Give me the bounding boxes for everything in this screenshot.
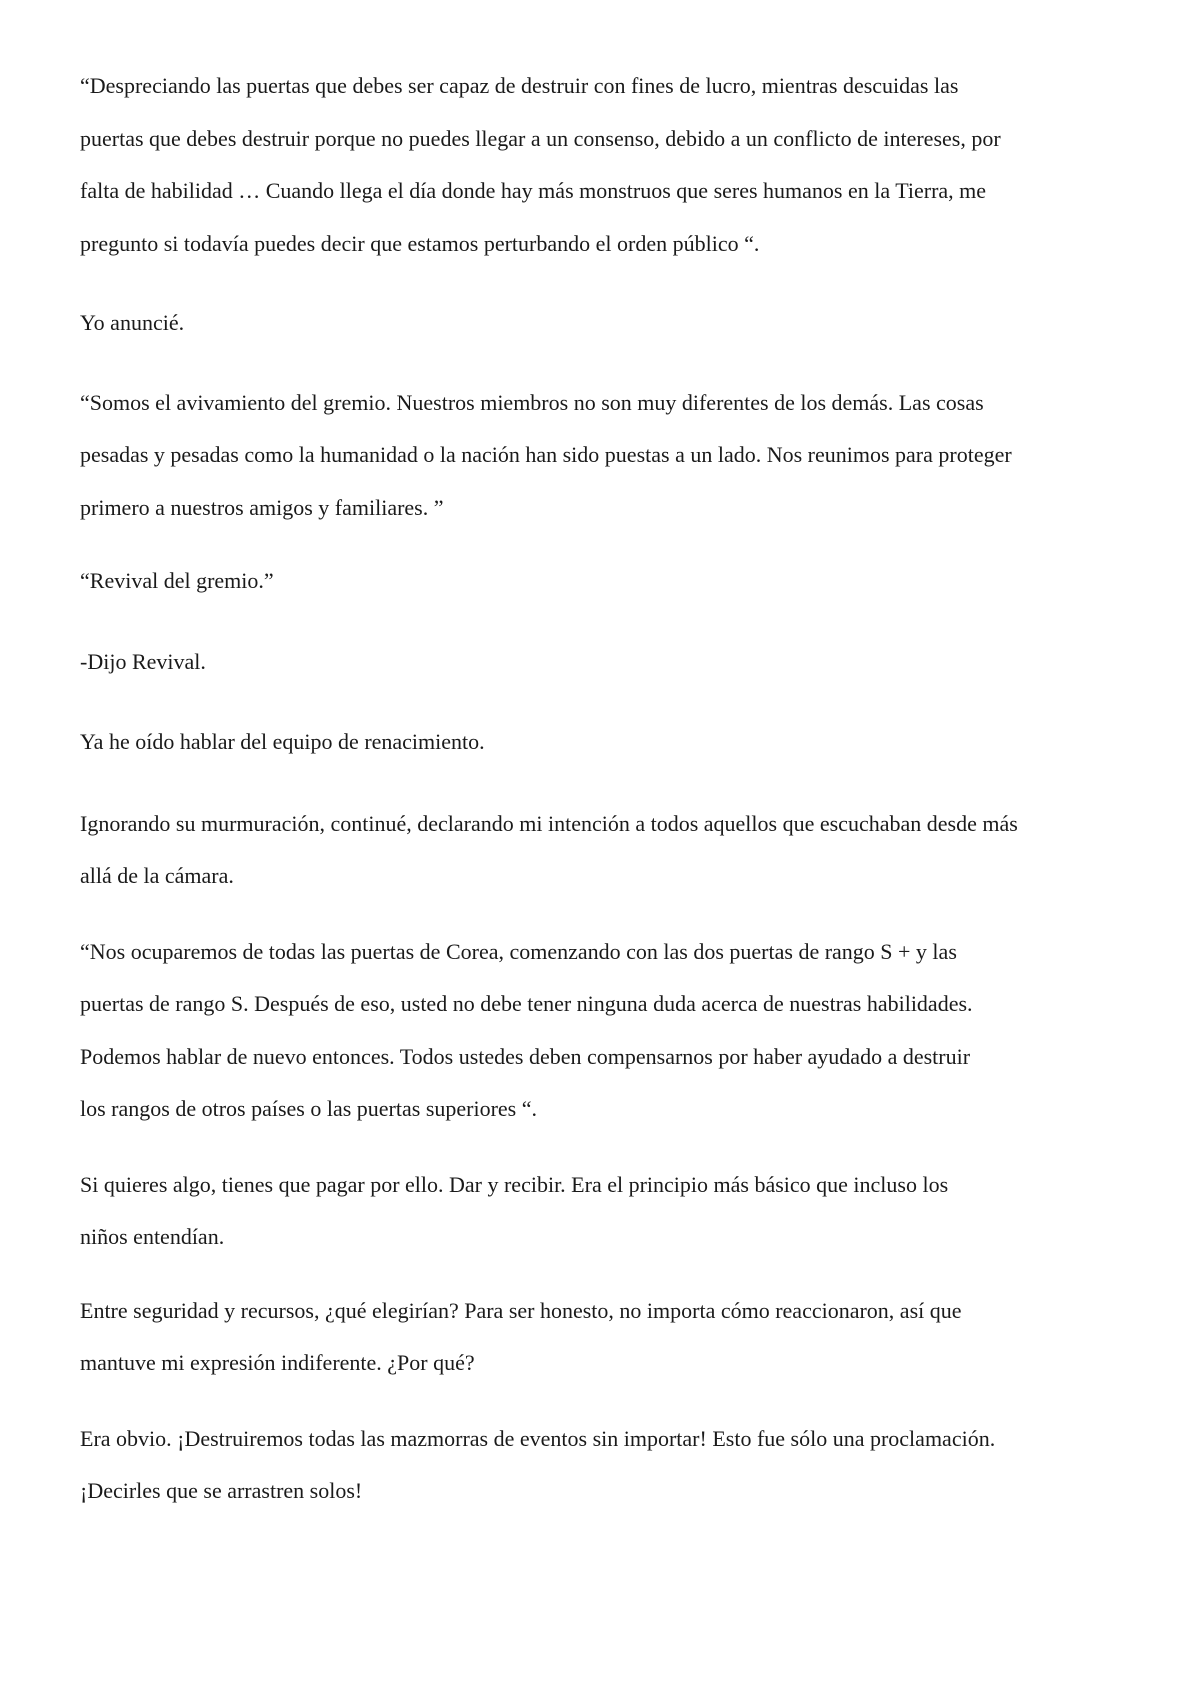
text-line: Entre seguridad y recursos, ¿qué elegirían? Para ser honesto, no importa cómo reaccionaron, así que (80, 1297, 962, 1323)
text-line: ¡Decirles que se arrastren solos! (80, 1478, 363, 1503)
text-line: Podemos hablar de nuevo entonces. Todos ustedes deben compensarnos por haber ayudado a destruir (80, 1043, 971, 1069)
text-line: -Dijo Revival. (80, 648, 206, 674)
text-line: Ignorando su murmuración, continué, declarando mi intención a todos aquellos que escuchaban desde más (80, 810, 1018, 836)
paragraph (80, 377, 1120, 535)
text-line: primero a nuestros amigos y familiares. ” (80, 494, 444, 520)
text-line: pesadas y pesadas como la humanidad o la nación han sido puestas a un lado. Nos reunimos para proteger (80, 442, 1012, 467)
text-line: “Revival del gremio.” (80, 568, 274, 593)
paragraph (80, 60, 1120, 270)
text-line: Era obvio. ¡Destruiremos todas las mazmorras de eventos sin importar! Esto fue sólo una proclamación. (80, 1425, 996, 1451)
text-line: “Nos ocuparemos de todas las puertas de Corea, comenzando con las dos puertas de rango S + y las (80, 938, 957, 964)
text-line: puertas de rango S. Después de eso, usted no debe tener ninguna duda acerca de nuestras habilidades. (80, 991, 973, 1016)
text-line: Si quieres algo, tienes que pagar por ello. Dar y recibir. Era el principio más básico que incluso los (80, 1171, 949, 1197)
text-line: allá de la cámara. (80, 863, 234, 888)
text-line: puertas que debes destruir porque no puedes llegar a un consenso, debido a un conflicto de intereses, por (80, 125, 1001, 151)
text-line: falta de habilidad … Cuando llega el día donde hay más monstruos que seres humanos en la Tierra, me (80, 178, 987, 203)
text-line: Ya he oído hablar del equipo de renacimiento. (80, 729, 485, 754)
paragraph (80, 926, 1120, 1136)
text-line: Yo anuncié. (80, 310, 185, 335)
paragraph (80, 798, 1120, 903)
paragraph (80, 636, 1120, 689)
paragraph (80, 1285, 1120, 1390)
paragraph (80, 297, 1120, 350)
paragraph (80, 555, 1120, 608)
text-line: los rangos de otros países o las puertas superiores “. (80, 1096, 538, 1121)
paragraph (80, 1413, 1120, 1518)
document-page (80, 60, 1120, 1518)
paragraph (80, 716, 1120, 769)
text-line: pregunto si todavía puedes decir que estamos perturbando el orden público “. (80, 230, 760, 256)
text-line: mantuve mi expresión indiferente. ¿Por qué? (80, 1350, 475, 1375)
text-line: niños entendían. (80, 1224, 225, 1249)
text-line: “Somos el avivamiento del gremio. Nuestros miembros no son muy diferentes de los demás. Las cosas (80, 389, 984, 415)
text-line: “Despreciando las puertas que debes ser capaz de destruir con fines de lucro, mientras descuidas las (80, 73, 959, 98)
paragraph (80, 1159, 1120, 1264)
